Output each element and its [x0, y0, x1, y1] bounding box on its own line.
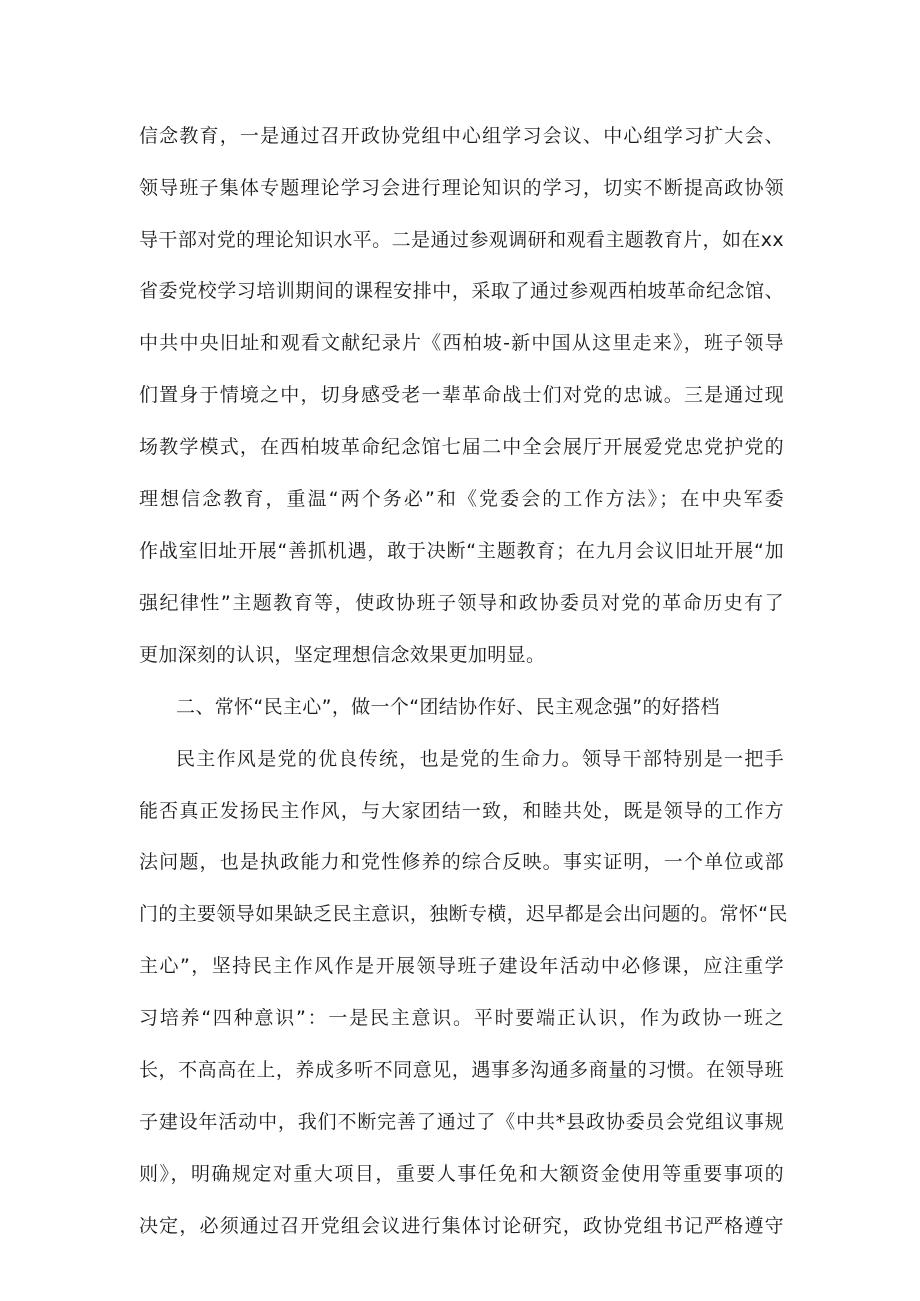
text-line: 中共中央旧址和观看文献纪录片《西柏坡-新中国从这里走来》，班子领导 [139, 332, 784, 354]
text-line: 作战室旧址开展“善抓机遇，敢于决断“主题教育；在九月会议旧址开展“加 [139, 540, 784, 562]
text-line: 民主作风是党的优良传统，也是党的生命力。领导干部特别是一把手 [176, 748, 784, 770]
text-line: 领导班子集体专题理论学习会进行理论知识的学习，切实不断提高政协领 [139, 177, 784, 199]
text-line: 门的主要领导如果缺乏民主意识，独断专横，迟早都是会出问题的。常怀“民 [139, 903, 788, 925]
text-line: 强纪律性”主题教育等，使政协班子领导和政协委员对党的革命历史有了 [139, 592, 784, 614]
text-line: 更加深刻的认识，坚定理想信念效果更加明显。 [139, 644, 546, 666]
text-line: 主心”，坚持民主作风作是开展领导班子建设年活动中必修课，应注重学 [139, 955, 784, 977]
text-line: 场教学模式，在西柏坡革命纪念馆七届二中全会展厅开展爱党忠党护党的 [139, 436, 784, 458]
text-line: 子建设年活动中，我们不断完善了通过了《中共*县政协委员会党组议事规 [139, 1111, 784, 1133]
text-line: 理想信念教育，重温“两个务必”和《党委会的工作方法》；在中央军委 [139, 488, 784, 510]
text-line: 导干部对党的理论知识水平。二是通过参观调研和观看主题教育片，如在xx [139, 229, 784, 251]
text-line: 信念教育，一是通过召开政协党组中心组学习会议、中心组学习扩大会、 [139, 125, 784, 147]
text-line: 们置身于情境之中，切身感受老一辈革命战士们对党的忠诚。三是通过现 [139, 384, 784, 406]
text-line: 法问题，也是执政能力和党性修养的综合反映。事实证明，一个单位或部 [139, 851, 784, 873]
text-line: 习培养“四种意识”：一是民主意识。平时要端正认识，作为政协一班之 [139, 1007, 784, 1029]
text-line: 省委党校学习培训期间的课程安排中，采取了通过参观西柏坡革命纪念馆、 [139, 280, 784, 302]
text-line: 能否真正发扬民主作风，与大家团结一致，和睦共处，既是领导的工作方 [139, 800, 784, 822]
text-line: 长，不高高在上，养成多听不同意见，遇事多沟通多商量的习惯。在领导班 [139, 1059, 784, 1081]
text-line: 决定，必须通过召开党组会议进行集体讨论研究，政协党组书记严格遵守 [139, 1215, 784, 1237]
text-line: 则》，明确规定对重大项目，重要人事任免和大额资金使用等重要事项的 [139, 1163, 784, 1185]
section-heading: 二、常怀“民主心”，做一个“团结协作好、民主观念强”的好搭档 [176, 696, 720, 718]
